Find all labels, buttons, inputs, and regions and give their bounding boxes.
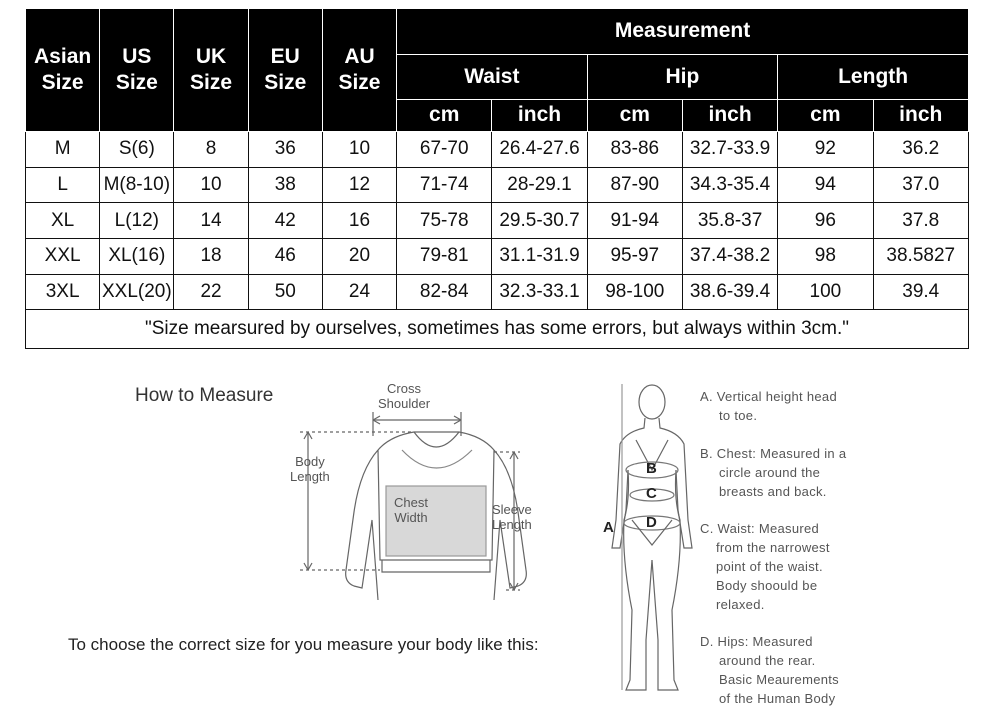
chest-width-label: Chest Width [394,495,428,525]
table-cell: L(12) [100,203,174,239]
table-cell: 12 [322,167,396,203]
table-cell: 38 [248,167,322,203]
table-cell: 98-100 [587,274,682,310]
unit-header: cm [587,99,682,132]
body-label-a: A [603,519,614,536]
table-cell: 83-86 [587,132,682,168]
unit-header: cm [397,99,492,132]
header-measurement: Measurement [397,9,969,55]
table-cell: 37.4-38.2 [682,239,777,275]
table-cell: L [26,167,100,203]
table-cell: 18 [174,239,248,275]
table-cell: 82-84 [397,274,492,310]
table-cell: 26.4-27.6 [492,132,587,168]
table-cell: 28-29.1 [492,167,587,203]
table-cell: 14 [174,203,248,239]
table-cell: 32.7-33.9 [682,132,777,168]
body-label-b: B [646,460,657,477]
table-cell: 94 [778,167,873,203]
header-waist: Waist [397,54,588,99]
table-cell: 36.2 [873,132,969,168]
table-cell: 67-70 [397,132,492,168]
body-label-c: C [646,485,657,502]
table-cell: M(8-10) [100,167,174,203]
table-cell: 98 [778,239,873,275]
table-cell: 75-78 [397,203,492,239]
legend-d: D. Hips: Measured around the rear. Basic Meaurements of the Human Body [700,634,839,706]
header-uk-size: UK Size [174,9,248,132]
body-length-label: Body Length [290,454,330,484]
table-cell: M [26,132,100,168]
measurement-note: "Size mearsured by ourselves, sometimes has some errors, but always within 3cm." [26,310,969,349]
legend-b: B. Chest: Measured in a circle around the breasts and back. [700,446,847,499]
body-label-d: D [646,514,657,531]
legend-c: C. Waist: Measured from the narrowest point of the waist. Body shoould be relaxed. [700,521,830,612]
table-cell: 10 [174,167,248,203]
table-cell: 16 [322,203,396,239]
table-cell: XXL [26,239,100,275]
choose-size-instruction: To choose the correct size for you measure your body like this: [68,635,539,654]
table-cell: 36 [248,132,322,168]
table-cell: 10 [322,132,396,168]
table-cell: 71-74 [397,167,492,203]
table-cell: 46 [248,239,322,275]
table-cell: XL [26,203,100,239]
table-cell: 50 [248,274,322,310]
table-cell: 91-94 [587,203,682,239]
table-cell: XXL(20) [100,274,174,310]
table-cell: 100 [778,274,873,310]
unit-header: inch [873,99,969,132]
table-cell: 79-81 [397,239,492,275]
table-cell: 34.3-35.4 [682,167,777,203]
table-cell: S(6) [100,132,174,168]
table-cell: 29.5-30.7 [492,203,587,239]
table-cell: 8 [174,132,248,168]
header-length: Length [778,54,969,99]
header-us-size: US Size [100,9,174,132]
unit-header: cm [778,99,873,132]
table-cell: 3XL [26,274,100,310]
table-cell: 38.6-39.4 [682,274,777,310]
header-au-size: AU Size [322,9,396,132]
table-cell: 87-90 [587,167,682,203]
header-asian-size: Asian Size [26,9,100,132]
human-body-icon [612,384,692,690]
unit-header: inch [682,99,777,132]
header-hip: Hip [587,54,778,99]
how-to-measure-title: How to Measure [135,385,274,406]
table-cell: 31.1-31.9 [492,239,587,275]
table-cell: 96 [778,203,873,239]
table-cell: 95-97 [587,239,682,275]
table-cell: 38.5827 [873,239,969,275]
table-cell: XL(16) [100,239,174,275]
table-cell: 37.0 [873,167,969,203]
table-cell: 39.4 [873,274,969,310]
cross-shoulder-label: Cross Shoulder [378,381,431,411]
table-cell: 37.8 [873,203,969,239]
unit-header: inch [492,99,587,132]
legend-a: A. Vertical height head to toe. [700,389,837,423]
sleeve-length-label: Sleeve Length [492,502,532,532]
table-cell: 42 [248,203,322,239]
table-cell: 20 [322,239,396,275]
table-cell: 35.8-37 [682,203,777,239]
header-eu-size: EU Size [248,9,322,132]
table-cell: 92 [778,132,873,168]
table-cell: 24 [322,274,396,310]
table-cell: 22 [174,274,248,310]
table-cell: 32.3-33.1 [492,274,587,310]
